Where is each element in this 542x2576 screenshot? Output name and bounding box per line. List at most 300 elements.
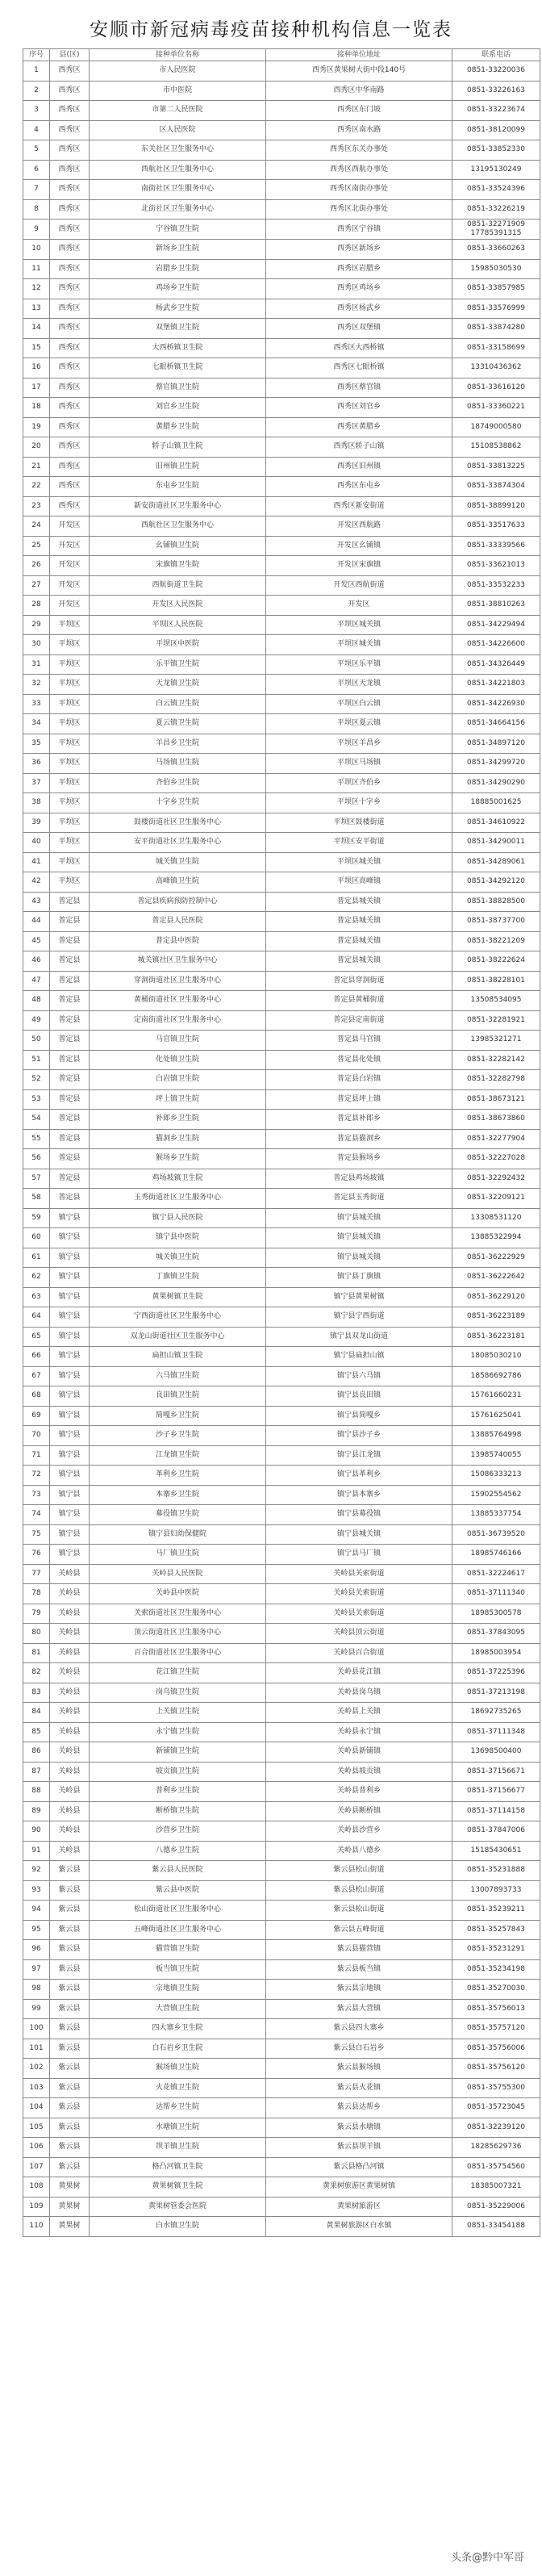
cell-site-address: 关岭县坡贡镇 [266,1762,452,1782]
cell-site-name: 花江镇卫生院 [90,1663,266,1683]
cell-site-name: 革利乡卫生院 [90,1466,266,1486]
cell-site-address: 紫云县格凸河镇 [266,2157,452,2177]
cell-number: 27 [23,575,50,596]
cell-district: 普定县 [50,1070,90,1090]
cell-site-name: 天龙镇卫生院 [90,675,266,695]
cell-site-name: 幺铺镇卫生院 [90,536,266,556]
table-row [23,694,540,714]
cell-number: 35 [23,734,50,754]
cell-site-address: 普定县猫洞乡 [266,1129,452,1149]
table-row [23,2217,540,2237]
cell-phone: 0851-34290290 [452,773,540,793]
cell-number: 77 [23,1564,50,1584]
table-row [23,1089,540,1110]
table-row [23,1821,540,1842]
cell-phone: 0851-37111340 [452,1584,540,1604]
cell-phone: 13308531120 [452,1208,540,1228]
cell-number: 61 [23,1248,50,1268]
cell-site-address: 镇宁县江龙镇 [266,1445,452,1466]
cell-number: 54 [23,1110,50,1130]
table-row [23,2078,540,2098]
cell-number: 107 [23,2157,50,2177]
cell-site-name: 白石岩乡卫生院 [90,2039,266,2059]
cell-phone: 13310436362 [452,358,540,378]
cell-site-name: 关索街道社区卫生服务中心 [90,1604,266,1624]
cell-site-name: 白岩镇卫生院 [90,1070,266,1090]
cell-site-name: 上关镇卫生院 [90,1703,266,1723]
cell-site-address: 镇宁县募役镇 [266,1505,452,1525]
cell-site-name: 猫洞乡卫生院 [90,1129,266,1149]
cell-phone: 0851-33360221 [452,398,540,418]
cell-number: 46 [23,951,50,972]
cell-site-address: 西秀区双堡镇 [266,319,452,339]
cell-phone: 0851-32227028 [452,1149,540,1169]
cell-district: 镇宁县 [50,1505,90,1525]
cell-site-name: 化处镇卫生院 [90,1050,266,1070]
cell-district: 镇宁县 [50,1426,90,1446]
cell-number: 24 [23,516,50,537]
cell-phone: 0851-35257843 [452,1920,540,1940]
cell-phone: 0851-33813225 [452,457,540,477]
cell-site-name: 旧州镇卫生院 [90,457,266,477]
cell-number: 99 [23,1999,50,2019]
cell-site-address: 普定县城关镇 [266,931,452,951]
cell-site-name: 鸡场坡镇卫生院 [90,1169,266,1189]
cell-phone: 0851-33616120 [452,378,540,398]
cell-site-name: 断桥镇卫生院 [90,1801,266,1821]
cell-district: 西秀区 [50,477,90,497]
cell-number: 72 [23,1466,50,1486]
table-row [23,1485,540,1505]
cell-phone: 0851-38222624 [452,951,540,972]
table-row [23,1841,540,1861]
cell-site-name: 杨武乡卫生院 [90,299,266,319]
cell-site-name: 东关社区卫生服务中心 [90,140,266,161]
cell-site-name: 西航社区卫生服务中心 [90,160,266,180]
cell-phone: 0851-34290011 [452,833,540,853]
cell-district: 紫云县 [50,1999,90,2019]
table-row [23,912,540,932]
cell-district: 平坝区 [50,852,90,872]
cell-number: 69 [23,1406,50,1426]
cell-district: 关岭县 [50,1584,90,1604]
cell-number: 108 [23,2177,50,2198]
cell-phone: 18285629736 [452,2138,540,2158]
cell-phone: 13885337754 [452,1505,540,1525]
cell-number: 75 [23,1524,50,1545]
cell-phone: 0851-38120099 [452,120,540,140]
cell-phone: 0851-35239211 [452,1901,540,1921]
cell-site-name: 安平街道社区卫生服务中心 [90,833,266,853]
cell-number: 38 [23,793,50,813]
cell-site-address: 关岭县断桥镇 [266,1801,452,1821]
table-row [23,1189,540,1209]
cell-district: 紫云县 [50,2019,90,2039]
cell-district: 镇宁县 [50,1248,90,1268]
cell-site-name: 顶云街道社区卫生服务中心 [90,1624,266,1644]
cell-site-address: 西秀区北街办事处 [266,199,452,220]
cell-number: 65 [23,1327,50,1347]
cell-district: 西秀区 [50,417,90,437]
cell-number: 37 [23,773,50,793]
cell-site-name: 马场镇卫生院 [90,754,266,774]
cell-phone: 0851-36739520 [452,1524,540,1545]
cell-district: 紫云县 [50,2098,90,2118]
cell-site-address: 镇宁县宁西街道 [266,1307,452,1328]
table-row [23,1980,540,2000]
cell-phone: 0851-35757120 [452,2019,540,2039]
cell-phone: 0851-33621013 [452,556,540,576]
cell-number: 55 [23,1129,50,1149]
cell-phone: 13985740055 [452,1445,540,1466]
table-row [23,101,540,121]
cell-site-address: 西秀区西航办事处 [266,160,452,180]
cell-phone: 0851-32209121 [452,1189,540,1209]
cell-site-name: 松山街道社区卫生服务中心 [90,1901,266,1921]
cell-phone: 0851-35231291 [452,1940,540,1960]
cell-site-name: 普定县疾病预防控制中心 [90,892,266,912]
cell-district: 黄果树 [50,2177,90,2198]
cell-phone: 0851-38810263 [452,596,540,616]
cell-number: 85 [23,1722,50,1742]
cell-district: 普定县 [50,1010,90,1031]
cell-site-address: 平坝区鼓楼街道 [266,813,452,833]
table-row [23,1010,540,1031]
cell-phone: 13885764998 [452,1426,540,1446]
cell-site-address: 普定县鸡场坡镇 [266,1169,452,1189]
cell-site-address: 普定县马官镇 [266,1031,452,1051]
table-row [23,1604,540,1624]
cell-phone: 0851-34229494 [452,615,540,635]
cell-site-name: 简嘎乡卫生院 [90,1406,266,1426]
cell-district: 关岭县 [50,1742,90,1763]
cell-site-address: 西秀区旧州镇 [266,457,452,477]
cell-site-address: 镇宁县城关镇 [266,1208,452,1228]
cell-phone: 0851-36223189 [452,1307,540,1328]
table-row [23,536,540,556]
cell-district: 平坝区 [50,635,90,655]
cell-site-name: 双堡镇卫生院 [90,319,266,339]
cell-phone: 15086333213 [452,1466,540,1486]
cell-district: 普定县 [50,1110,90,1130]
cell-site-address: 平坝区高峰镇 [266,872,452,893]
cell-site-name: 本寨乡卫生院 [90,1485,266,1505]
cell-site-address: 镇宁县城关镇 [266,1524,452,1545]
cell-number: 59 [23,1208,50,1228]
cell-site-address: 关岭县岗乌镇 [266,1683,452,1703]
cell-phone: 0851-37225396 [452,1663,540,1683]
table-row [23,1366,540,1386]
cell-number: 14 [23,319,50,339]
table-row [23,338,540,358]
cell-number: 1 [23,61,50,82]
cell-district: 镇宁县 [50,1347,90,1367]
cell-site-name: 蔡官镇卫生院 [90,378,266,398]
cell-number: 79 [23,1604,50,1624]
cell-site-name: 白水镇卫生院 [90,2217,266,2237]
cell-district: 普定县 [50,1149,90,1169]
cell-district: 普定县 [50,1129,90,1149]
cell-site-name: 紫云县中医院 [90,1880,266,1901]
cell-site-address: 关岭县关索街道 [266,1584,452,1604]
cell-phone: 0851-32271909 17785391315 [452,220,540,240]
cell-district: 普定县 [50,1189,90,1209]
cell-site-address: 普定县城关镇 [266,892,452,912]
cell-site-name: 大营镇卫生院 [90,1999,266,2019]
table-row [23,1110,540,1130]
cell-phone: 0851-33226163 [452,81,540,101]
cell-number: 29 [23,615,50,635]
cell-site-name: 宁谷镇卫生院 [90,220,266,240]
cell-site-name: 沙营乡卫生院 [90,1821,266,1842]
cell-site-name: 扁担山镇卫生院 [90,1347,266,1367]
cell-site-name: 岗乌镇卫生院 [90,1683,266,1703]
table-row [23,1880,540,1901]
cell-phone: 18692735265 [452,1703,540,1723]
cell-district: 紫云县 [50,1901,90,1921]
cell-phone: 15761625041 [452,1406,540,1426]
cell-number: 25 [23,536,50,556]
table-row [23,991,540,1011]
cell-site-address: 平坝区安平街道 [266,833,452,853]
cell-phone: 13195130249 [452,160,540,180]
cell-site-name: 镇宁县中医院 [90,1228,266,1248]
cell-site-name: 城关镇卫生院 [90,852,266,872]
cell-site-name: 市人民医院 [90,61,266,82]
cell-site-address: 普定县城关镇 [266,951,452,972]
cell-site-name: 丁旗镇卫生院 [90,1268,266,1288]
table-row [23,1248,540,1268]
cell-site-name: 猫营镇卫生院 [90,1940,266,1960]
cell-site-name: 鼓楼街道社区卫生服务中心 [90,813,266,833]
cell-site-address: 普定县化处镇 [266,1050,452,1070]
cell-number: 80 [23,1624,50,1644]
table-row [23,596,540,616]
cell-number: 94 [23,1901,50,1921]
cell-site-name: 夏云镇卫生院 [90,714,266,734]
table-row [23,2177,540,2198]
cell-district: 西秀区 [50,180,90,200]
cell-site-address: 开发区幺铺镇 [266,536,452,556]
cell-district: 西秀区 [50,378,90,398]
table-row [23,1445,540,1466]
cell-number: 39 [23,813,50,833]
cell-phone: 0851-34292120 [452,872,540,893]
table-row [23,654,540,675]
cell-number: 33 [23,694,50,714]
cell-site-name: 水塘镇卫生院 [90,2118,266,2138]
table-row [23,1287,540,1307]
cell-phone: 0851-35756120 [452,2059,540,2079]
cell-site-address: 开发区 [266,596,452,616]
table-row [23,1959,540,1980]
cell-site-address: 开发区宋旗镇 [266,556,452,576]
cell-site-address: 镇宁县良田镇 [266,1386,452,1407]
cell-district: 普定县 [50,892,90,912]
cell-site-name: 坡贡镇卫生院 [90,1762,266,1782]
cell-number: 21 [23,457,50,477]
cell-site-name: 羊昌乡卫生院 [90,734,266,754]
cell-district: 紫云县 [50,1940,90,1960]
cell-site-address: 关岭县八德乡 [266,1841,452,1861]
cell-site-name: 新铺镇卫生院 [90,1742,266,1763]
cell-number: 91 [23,1841,50,1861]
cell-number: 76 [23,1545,50,1565]
cell-site-address: 平坝区齐伯乡 [266,773,452,793]
cell-number: 78 [23,1584,50,1604]
cell-number: 86 [23,1742,50,1763]
vaccination-sites-table [23,48,540,2237]
page-title: 安顺市新冠病毒疫苗接种机构信息一览表 [90,19,452,40]
cell-site-address: 镇宁县黄果树镇 [266,1287,452,1307]
cell-site-name: 双龙山街道社区卫生服务中心 [90,1327,266,1347]
cell-site-name: 南街社区卫生服务中心 [90,180,266,200]
cell-number: 95 [23,1920,50,1940]
cell-site-address: 西秀区宁谷镇 [266,220,452,240]
cell-district: 西秀区 [50,240,90,260]
cell-district: 紫云县 [50,1959,90,1980]
cell-site-name: 七眼桥镇卫生院 [90,358,266,378]
cell-phone: 0851-32239120 [452,2118,540,2138]
cell-number: 105 [23,2118,50,2138]
table-row [23,1920,540,1940]
cell-district: 紫云县 [50,1861,90,1881]
cell-site-name: 齐伯乡卫生院 [90,773,266,793]
table-row [23,675,540,695]
table-row [23,437,540,458]
cell-phone: 0851-37156671 [452,1762,540,1782]
table-row [23,81,540,101]
cell-district: 西秀区 [50,358,90,378]
cell-site-name: 良田镇卫生院 [90,1386,266,1407]
cell-district: 西秀区 [50,457,90,477]
cell-phone: 0851-34326449 [452,654,540,675]
cell-district: 西秀区 [50,338,90,358]
column-header-site-address: 接种单位地址 [266,49,452,61]
cell-phone: 0851-34226600 [452,635,540,655]
cell-number: 4 [23,120,50,140]
cell-site-name: 刘官乡卫生院 [90,398,266,418]
cell-phone: 0851-33660263 [452,240,540,260]
cell-phone: 0851-32282142 [452,1050,540,1070]
cell-phone: 0851-33852330 [452,140,540,161]
cell-site-name: 八德乡卫生院 [90,1841,266,1861]
cell-site-name: 高峰镇卫生院 [90,872,266,893]
cell-site-address: 紫云县板当镇 [266,1959,452,1980]
table-row [23,1070,540,1090]
table-row [23,1149,540,1169]
table-row [23,1169,540,1189]
cell-site-address: 西秀区东屯乡 [266,477,452,497]
cell-site-name: 黄果树镇卫生院 [90,2177,266,2198]
cell-number: 45 [23,931,50,951]
cell-district: 普定县 [50,912,90,932]
cell-site-address: 平坝区白云镇 [266,694,452,714]
cell-district: 镇宁县 [50,1445,90,1466]
cell-phone: 0851-35723045 [452,2098,540,2118]
table-row [23,1386,540,1407]
table-row [23,1999,540,2019]
cell-site-address: 西秀区岩腊乡 [266,259,452,279]
cell-phone: 0851-33874280 [452,319,540,339]
table-row [23,1624,540,1644]
cell-phone: 18749000580 [452,417,540,437]
cell-site-name: 马厂镇卫生院 [90,1545,266,1565]
cell-site-address: 西秀区刘官乡 [266,398,452,418]
cell-number: 2 [23,81,50,101]
cell-site-address: 西秀区轿子山镇 [266,437,452,458]
cell-number: 31 [23,654,50,675]
cell-district: 西秀区 [50,299,90,319]
cell-number: 18 [23,398,50,418]
cell-site-address: 紫云县白石岩乡 [266,2039,452,2059]
cell-site-name: 普定县中医院 [90,931,266,951]
cell-phone: 13007893733 [452,1880,540,1901]
cell-site-address: 紫云县大营镇 [266,1999,452,2019]
cell-district: 开发区 [50,556,90,576]
cell-phone: 0851-35756006 [452,2039,540,2059]
table-row [23,2098,540,2118]
cell-phone: 0851-33524396 [452,180,540,200]
cell-phone: 0851-34897120 [452,734,540,754]
cell-number: 66 [23,1347,50,1367]
table-row [23,892,540,912]
cell-site-name: 关岭县中医院 [90,1584,266,1604]
cell-district: 镇宁县 [50,1466,90,1486]
cell-site-address: 西秀区新场乡 [266,240,452,260]
cell-site-address: 紫云县松山街道 [266,1861,452,1881]
cell-site-address: 关岭县百合街道 [266,1643,452,1663]
cell-site-address: 镇宁县马厂镇 [266,1545,452,1565]
cell-site-address: 紫云县猴场镇 [266,2059,452,2079]
cell-site-name: 西航街道卫生院 [90,575,266,596]
cell-district: 开发区 [50,516,90,537]
cell-site-address: 西秀区南街办事处 [266,180,452,200]
cell-number: 51 [23,1050,50,1070]
cell-number: 70 [23,1426,50,1446]
table-row [23,1406,540,1426]
cell-phone: 18985300578 [452,1604,540,1624]
cell-phone: 0851-34299720 [452,754,540,774]
cell-phone: 18985003954 [452,1643,540,1663]
cell-site-address: 紫云县四大寨乡 [266,2019,452,2039]
cell-site-address: 紫云县宗地镇 [266,1980,452,2000]
cell-number: 30 [23,635,50,655]
cell-phone: 0851-35755300 [452,2078,540,2098]
cell-number: 110 [23,2217,50,2237]
table-row [23,1762,540,1782]
cell-district: 西秀区 [50,319,90,339]
cell-number: 83 [23,1683,50,1703]
cell-site-name: 五峰街道社区卫生服务中心 [90,1920,266,1940]
table-row [23,2157,540,2177]
cell-number: 22 [23,477,50,497]
cell-site-address: 紫云县五峰街道 [266,1920,452,1940]
cell-site-address: 关岭县沙营乡 [266,1821,452,1842]
cell-number: 109 [23,2197,50,2217]
cell-site-name: 穿洞街道社区卫生服务中心 [90,971,266,991]
cell-number: 12 [23,279,50,299]
cell-site-name: 马官镇卫生院 [90,1031,266,1051]
cell-site-name: 募役镇卫生院 [90,1505,266,1525]
cell-site-address: 紫云县松山街道 [266,1880,452,1901]
cell-phone: 15985030530 [452,259,540,279]
cell-phone: 0851-37111348 [452,1722,540,1742]
cell-number: 68 [23,1386,50,1407]
cell-site-address: 关岭县关索街道 [266,1564,452,1584]
table-row [23,2197,540,2217]
cell-number: 17 [23,378,50,398]
